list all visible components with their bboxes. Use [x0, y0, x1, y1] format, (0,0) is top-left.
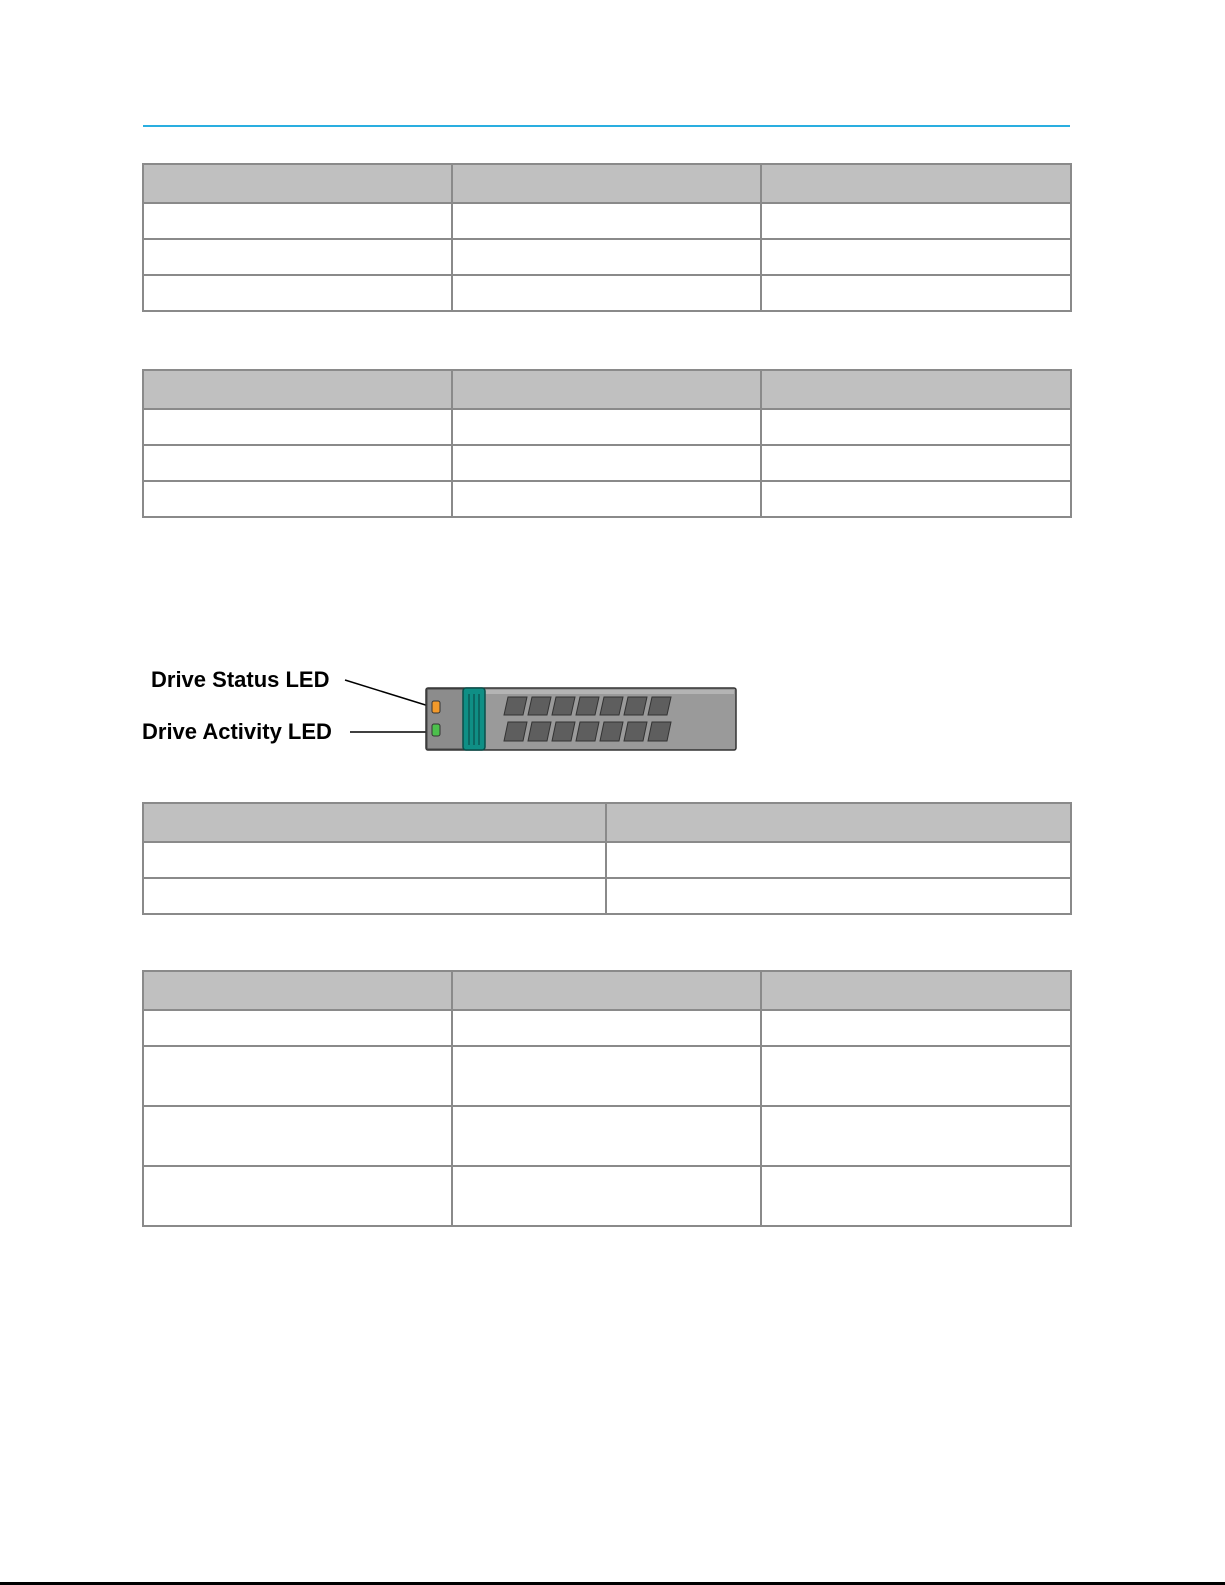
- drive-activity-led-label: Drive Activity LED: [142, 719, 332, 744]
- table-row: [143, 1010, 1071, 1046]
- table-cell: [606, 842, 1071, 878]
- table-row: [143, 878, 1071, 914]
- table-header-cell: [452, 971, 761, 1010]
- status-led-icon: [432, 701, 440, 713]
- table-cell: [143, 1046, 452, 1106]
- table-cell: [143, 1106, 452, 1166]
- table-cell: [452, 1046, 761, 1106]
- table-cell: [143, 239, 452, 275]
- table-header-cell: [761, 370, 1071, 409]
- table-cell: [452, 275, 761, 311]
- table-header-cell: [761, 971, 1071, 1010]
- table-cell: [143, 1166, 452, 1226]
- led-state-table: [142, 970, 1072, 1227]
- activity-led-icon: [432, 724, 440, 736]
- table-cell: [452, 1166, 761, 1226]
- table-cell: [143, 481, 452, 517]
- table-header-cell: [606, 803, 1071, 842]
- drive-status-led-label: Drive Status LED: [151, 667, 330, 692]
- table-cell: [143, 445, 452, 481]
- table-cell: [761, 445, 1071, 481]
- table-cell: [452, 203, 761, 239]
- table-cell: [143, 203, 452, 239]
- table-cell: [452, 1106, 761, 1166]
- table-header-row: [143, 370, 1071, 409]
- table-header-row: [143, 803, 1071, 842]
- table-row: [143, 1046, 1071, 1106]
- status-led-callout-line: [345, 680, 432, 707]
- table-cell: [606, 878, 1071, 914]
- table-cell: [143, 842, 606, 878]
- header-rule: [143, 125, 1070, 127]
- table-header-cell: [452, 370, 761, 409]
- led-panel: [427, 689, 463, 749]
- table-header-cell: [761, 164, 1071, 203]
- table-cell: [761, 275, 1071, 311]
- table-row: [143, 842, 1071, 878]
- table-cell: [761, 1106, 1071, 1166]
- table-cell: [761, 1010, 1071, 1046]
- table-cell: [143, 878, 606, 914]
- table-row: [143, 275, 1071, 311]
- table-cell: [143, 409, 452, 445]
- table-row: [143, 1106, 1071, 1166]
- table-row: [143, 481, 1071, 517]
- table-row: [143, 409, 1071, 445]
- table-cell: [452, 445, 761, 481]
- table-cell: [761, 409, 1071, 445]
- table-header-row: [143, 164, 1071, 203]
- table-cell: [761, 1166, 1071, 1226]
- drive-carrier-figure: [140, 660, 750, 760]
- table-cell: [143, 275, 452, 311]
- table-cell: [761, 203, 1071, 239]
- spec-table-2: [142, 369, 1072, 518]
- table-header-row: [143, 971, 1071, 1010]
- spec-table-1: [142, 163, 1072, 312]
- table-header-cell: [143, 370, 452, 409]
- table-cell: [452, 1010, 761, 1046]
- table-cell: [143, 1010, 452, 1046]
- led-table: [142, 802, 1072, 915]
- table-row: [143, 203, 1071, 239]
- table-cell: [452, 481, 761, 517]
- table-row: [143, 1166, 1071, 1226]
- table-cell: [761, 481, 1071, 517]
- table-header-cell: [143, 164, 452, 203]
- table-row: [143, 445, 1071, 481]
- table-cell: [452, 409, 761, 445]
- table-header-cell: [452, 164, 761, 203]
- table-header-cell: [143, 803, 606, 842]
- table-cell: [761, 239, 1071, 275]
- table-cell: [452, 239, 761, 275]
- table-cell: [761, 1046, 1071, 1106]
- table-header-cell: [143, 971, 452, 1010]
- table-row: [143, 239, 1071, 275]
